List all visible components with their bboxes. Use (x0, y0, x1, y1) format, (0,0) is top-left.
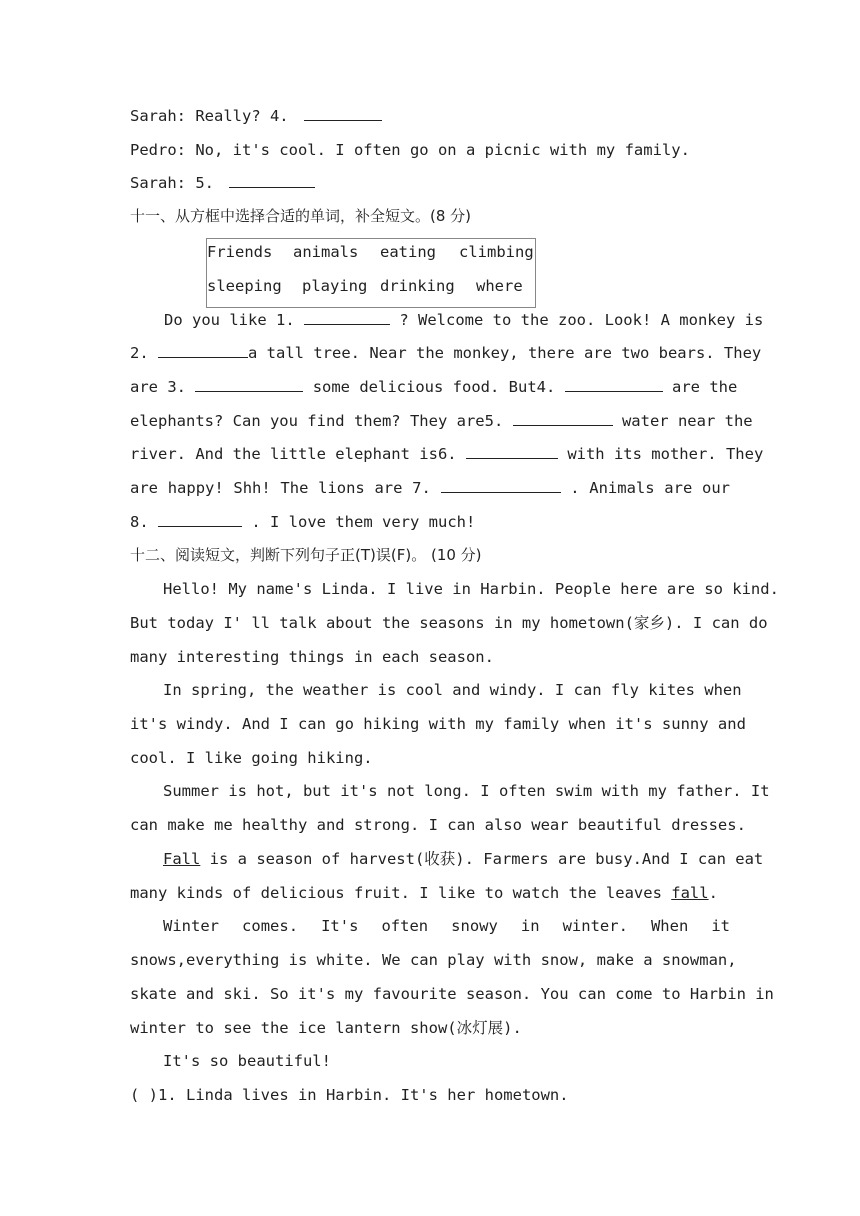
section-12-heading: 十二、阅读短文，判断下列句子正(T)误(F)。 (10 分) (130, 546, 482, 564)
word-option: animals (293, 243, 359, 261)
answer-blank-8[interactable] (158, 512, 242, 527)
reading-p2-line-1: In spring, the weather is cool and windy. I can fly kites when (163, 681, 742, 699)
word-option: sleeping (207, 277, 282, 295)
reading-p3-line-2: can make me healthy and strong. I can also wear beautiful dresses. (130, 816, 746, 834)
word-option: where (476, 277, 523, 295)
question-1: ( )1. Linda lives in Harbin. It's her hometown. (130, 1086, 569, 1104)
dialogue-line-sarah-5: Sarah: 5. (130, 173, 315, 193)
passage-line-2: 2. a tall tree. Near the monkey, there are two bears. They (130, 344, 762, 362)
passage-line-4: elephants? Can you find them? They are5. water near the (130, 412, 753, 430)
answer-blank-5[interactable] (229, 173, 315, 188)
answer-blank-1[interactable] (304, 310, 390, 325)
reading-p4-line-1: Fall is a season of harvest(收获). Farmers are busy.And I can eat (163, 850, 764, 868)
reading-p2-line-3: cool. I like going hiking. (130, 749, 373, 767)
answer-paren-1[interactable]: ( ) (130, 1086, 158, 1104)
answer-blank-6[interactable] (466, 444, 558, 459)
dialogue-line-pedro: Pedro: No, it's cool. I often go on a picnic with my family. (130, 141, 690, 159)
reading-p5-line-1: Winter comes. It's often snowy in winter. When it (163, 917, 730, 935)
reading-p1-line-2: But today I' ll talk about the seasons in my hometown(家乡). I can do (130, 614, 768, 632)
word-box (206, 238, 536, 308)
reading-p5-line-2: snows,everything is white. We can play with snow, make a snowman, (130, 951, 737, 969)
answer-blank-5b[interactable] (513, 411, 613, 426)
passage-line-6: are happy! Shh! The lions are 7. . Animals are our (130, 479, 730, 497)
word-option: climbing (459, 243, 534, 261)
passage-line-5: river. And the little elephant is6. with its mother. They (130, 445, 764, 463)
answer-blank-4[interactable] (304, 106, 382, 121)
answer-blank-4b[interactable] (565, 377, 663, 392)
passage-line-3: are 3. some delicious food. But4. are the (130, 378, 738, 396)
word-option: Friends (207, 243, 273, 261)
section-11-heading: 十一、从方框中选择合适的单词，补全短文。(8 分) (130, 207, 472, 225)
word-option: drinking (380, 277, 455, 295)
reading-p6: It's so beautiful! (163, 1052, 331, 1070)
answer-blank-2[interactable] (158, 343, 248, 358)
reading-p3-line-1: Summer is hot, but it's not long. I often swim with my father. It (163, 782, 770, 800)
reading-p5-line-4: winter to see the ice lantern show(冰灯展). (130, 1019, 522, 1037)
reading-p1-line-1: Hello! My name's Linda. I live in Harbin. People here are so kind. (163, 580, 779, 598)
word-option: eating (380, 243, 436, 261)
answer-blank-7[interactable] (441, 478, 561, 493)
underlined-word-fall: Fall (163, 850, 201, 868)
passage-line-1: Do you like 1. ? Welcome to the zoo. Look! A monkey is (164, 311, 764, 329)
dialogue-line-sarah-4: Sarah: Really? 4. (130, 106, 382, 126)
word-option: playing (302, 277, 368, 295)
reading-p4-line-2: many kinds of delicious fruit. I like to watch the leaves fall. (130, 884, 718, 902)
reading-p5-line-3: skate and ski. So it's my favourite season. You can come to Harbin in (130, 985, 774, 1003)
passage-line-7: 8. . I love them very much! (130, 513, 476, 531)
underlined-word-fall-2: fall (671, 884, 709, 902)
reading-p2-line-2: it's windy. And I can go hiking with my family when it's sunny and (130, 715, 746, 733)
answer-blank-3[interactable] (195, 377, 303, 392)
reading-p1-line-3: many interesting things in each season. (130, 648, 494, 666)
